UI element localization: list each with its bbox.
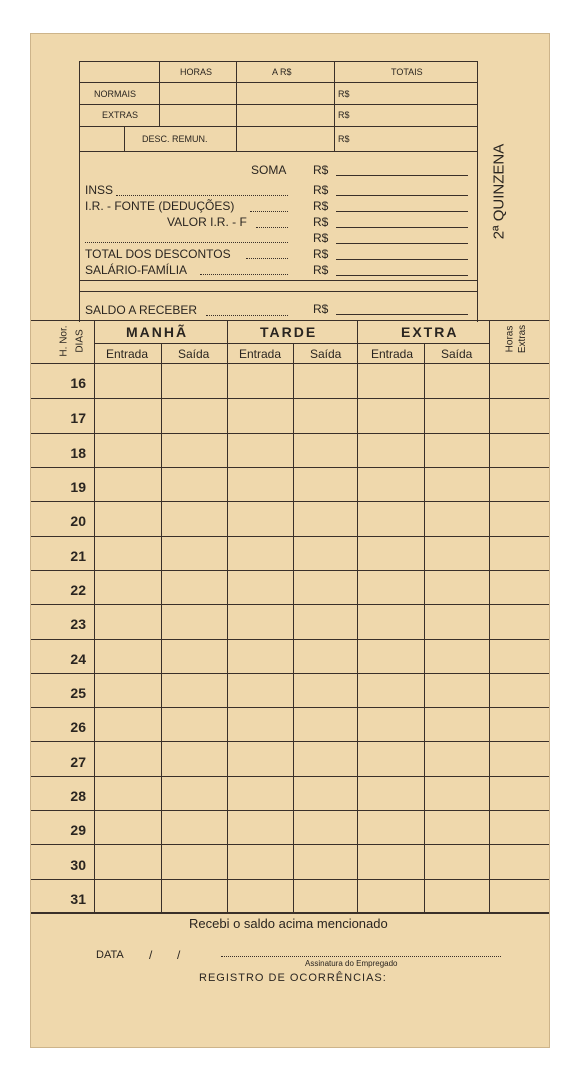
summary-table [79, 61, 478, 152]
day-row [31, 776, 549, 810]
manha-entrada: Entrada [106, 347, 149, 361]
extra-entrada: Entrada [371, 347, 414, 361]
row-desc-remun: DESC. REMUN. [142, 134, 208, 144]
day-rows [31, 364, 549, 913]
day-row [31, 467, 549, 501]
rs-salario-familia: R$ [313, 263, 329, 277]
date-slash-2: / [177, 948, 181, 962]
tarde-header: TARDE [260, 324, 318, 340]
day-number: 25 [70, 684, 86, 701]
day-row [31, 673, 549, 707]
total-descontos-label: TOTAL DOS DESCONTOS [85, 247, 231, 261]
col-ars: A R$ [272, 67, 292, 77]
row-extras: EXTRAS [102, 110, 139, 120]
saldo-row [79, 292, 478, 322]
soma-label: SOMA [251, 163, 287, 177]
hnor-label: H. Nor. [58, 325, 70, 357]
day-row [31, 364, 549, 398]
day-row [31, 844, 549, 878]
day-number: 23 [70, 616, 86, 633]
ir-fonte-label: I.R. - FONTE (DEDUÇÕES) [85, 199, 235, 213]
day-number: 24 [70, 650, 86, 667]
valor-ir-label: VALOR I.R. - F [167, 215, 247, 229]
day-row [31, 501, 549, 535]
rs-extras: R$ [338, 110, 350, 120]
data-label: DATA [96, 949, 124, 961]
horas-label: Horas [504, 325, 516, 353]
time-card [30, 33, 550, 1048]
rs-soma: R$ [313, 163, 329, 177]
col-horas: HORAS [180, 67, 213, 77]
manha-saida: Saída [178, 347, 210, 361]
day-row [31, 604, 549, 638]
assinatura-label: Assinatura do Empregado [305, 959, 398, 968]
salario-familia-label: SALÁRIO-FAMÍLIA [85, 263, 188, 277]
rs-desc: R$ [338, 134, 350, 144]
day-row [31, 398, 549, 432]
day-row [31, 741, 549, 775]
rs-saldo: R$ [313, 302, 329, 316]
rs-inss: R$ [313, 183, 329, 197]
rs-blank: R$ [313, 231, 329, 245]
time-grid [31, 320, 549, 913]
day-row [31, 810, 549, 844]
day-number: 19 [70, 479, 86, 496]
recebi-text: Recebi o saldo acima mencionado [189, 916, 388, 931]
day-number: 21 [70, 547, 86, 564]
day-number: 27 [70, 753, 86, 770]
day-row [31, 536, 549, 570]
day-row [31, 433, 549, 467]
day-row [31, 570, 549, 604]
registro-label: REGISTRO DE OCORRÊNCIAS: [199, 972, 387, 984]
rs-normais: R$ [338, 89, 350, 99]
row-normais: NORMAIS [94, 89, 137, 99]
rs-valor-ir: R$ [313, 215, 329, 229]
tarde-saida: Saída [310, 347, 342, 361]
date-slash-1: / [149, 948, 153, 962]
rs-ir-fonte: R$ [313, 199, 329, 213]
extra-saida: Saída [441, 347, 473, 361]
day-number: 26 [70, 719, 86, 736]
day-number: 22 [70, 582, 86, 599]
day-number: 29 [70, 822, 86, 839]
extra-header: EXTRA [401, 324, 459, 340]
extras-label: Extras [517, 324, 529, 354]
day-row [31, 639, 549, 673]
inss-label: INSS [85, 183, 114, 197]
day-row [31, 879, 549, 913]
day-number: 16 [70, 375, 86, 392]
col-totais: TOTAIS [391, 67, 423, 77]
calc-block [79, 152, 478, 292]
day-number: 30 [70, 856, 86, 873]
day-number: 17 [70, 410, 86, 427]
saldo-label: SALDO A RECEBER [85, 303, 198, 317]
day-number: 18 [70, 444, 86, 461]
day-number: 31 [70, 890, 86, 907]
tarde-entrada: Entrada [239, 347, 282, 361]
day-row [31, 707, 549, 741]
day-number: 28 [70, 787, 86, 804]
day-number: 20 [70, 513, 86, 530]
manha-header: MANHÃ [126, 324, 189, 340]
dias-label: DIAS [74, 329, 86, 353]
rs-total-descontos: R$ [313, 247, 329, 261]
signature-line [221, 956, 501, 957]
quinzena-label: 2ª QUINZENA [490, 143, 508, 240]
